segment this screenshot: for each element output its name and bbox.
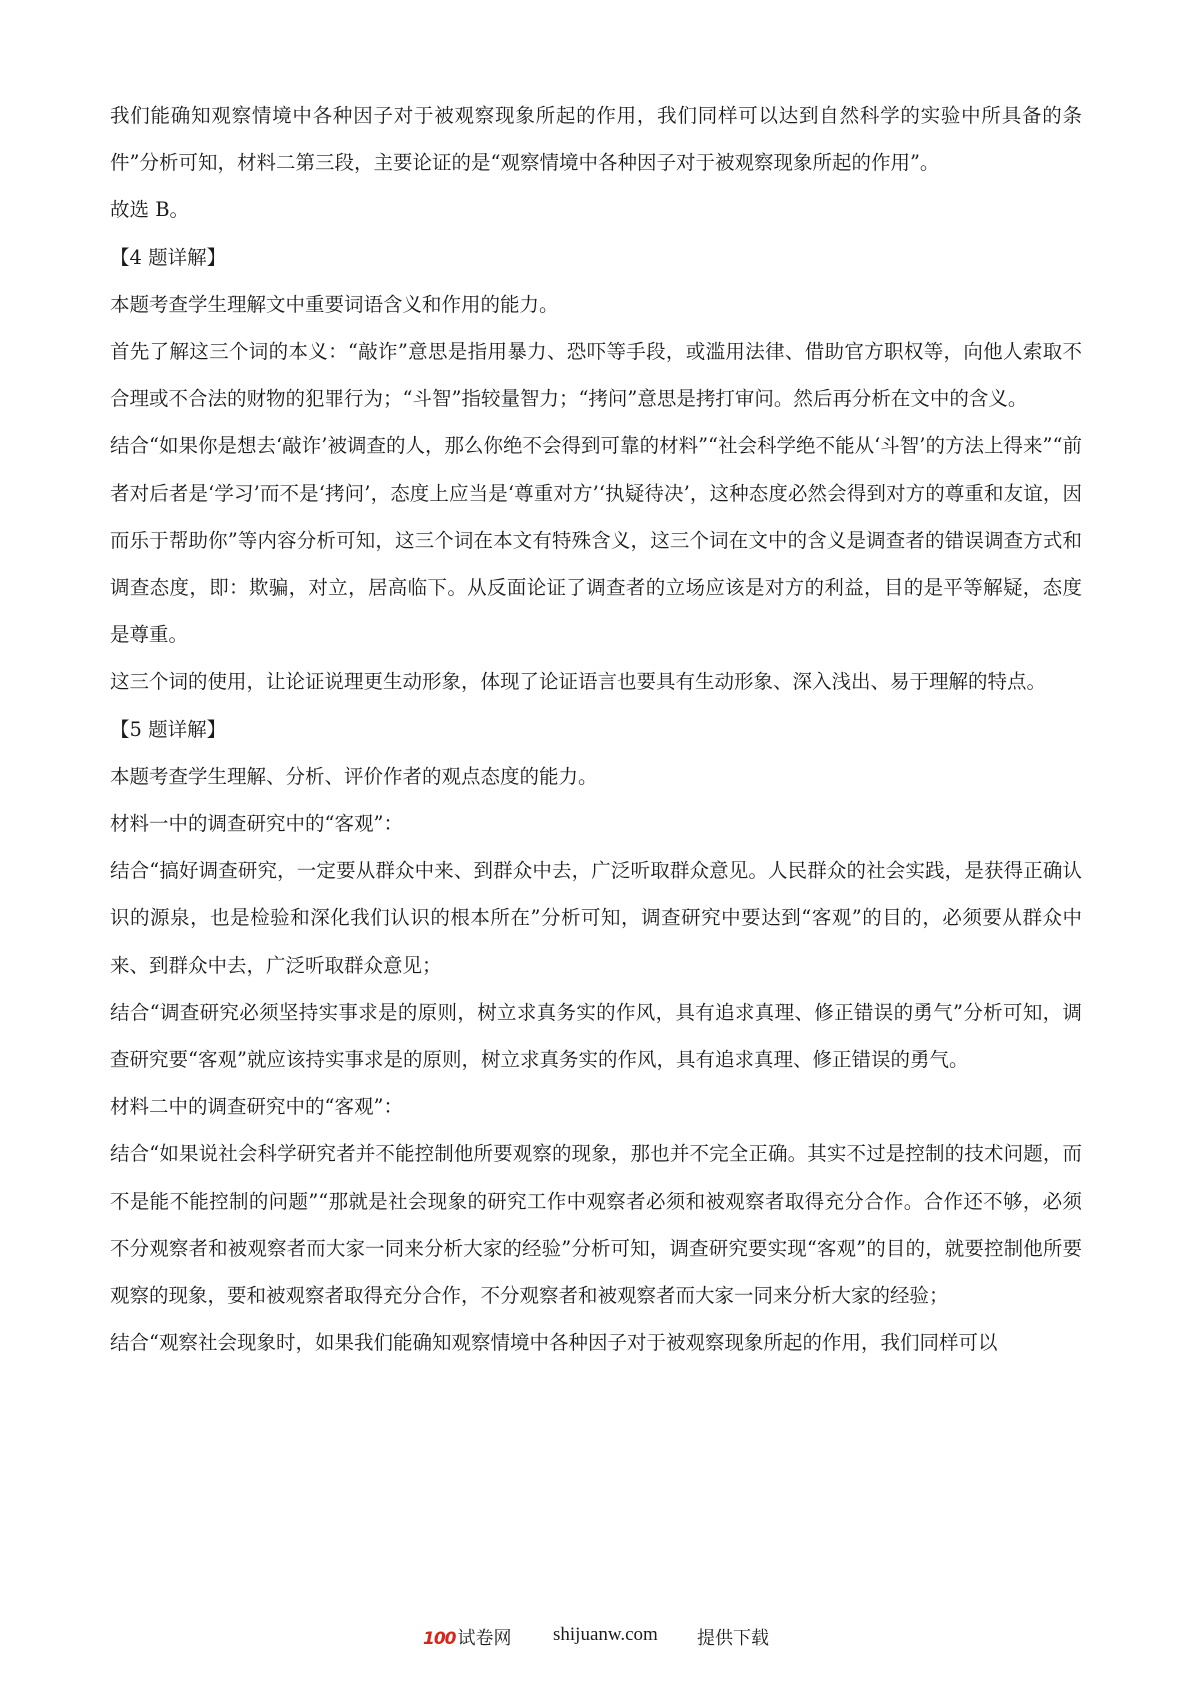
provide-download-text: 提供下载	[697, 1628, 769, 1649]
section-heading: 【4 题详解】	[110, 245, 227, 269]
logo-text: 试卷网	[457, 1628, 512, 1649]
document-body	[110, 92, 1082, 1366]
page-footer	[0, 1618, 1191, 1658]
paragraph: 结合“观察社会现象时，如果我们能确知观察情境中各种因子对于被观察现象所起的作用，我们同样可以	[110, 1331, 998, 1355]
paragraph: 结合“如果说社会科学研究者并不能控制他所要观察的现象，那也并不完全正确。其实不过是控制的技术问题，而不是能不能控制的问题”“那就是社会现象的研究工作中观察者必须和被观察者取得充分合作。合作还不够，必须不分观察者和被观察者而大家一同来分析大家的经验”分析可知，调查研究要实现“客观”的目的，就要控制他所要观察的现象，要和被观察者取得充分合作，不分观察者和被观察者而大家一同来分析大家的经验；	[110, 1142, 1082, 1308]
site-logo[interactable]	[423, 1624, 512, 1650]
site-url-link[interactable]: shijuanw.com	[553, 1624, 658, 1645]
paragraph: 材料一中的调查研究中的“客观”：	[110, 812, 403, 836]
paragraph: 结合“搞好调查研究，一定要从群众中来、到群众中去，广泛听取群众意见。人民群众的社会实践，是获得正确认识的源泉，也是检验和深化我们认识的根本所在”分析可知，调查研究中要达到“客观”的目的，必须要从群众中来、到群众中去，广泛听取群众意见；	[110, 859, 1082, 977]
paragraph: 本题考查学生理解、分析、评价作者的观点态度的能力。	[110, 764, 598, 788]
paragraph: 首先了解这三个词的本义：“敲诈”意思是指用暴力、恐吓等手段，或滥用法律、借助官方职权等，向他人索取不合理或不合法的财物的犯罪行为；“斗智”指较量智力；“拷问”意思是拷打审问。然后再分析在文中的含义。	[110, 340, 1082, 411]
logo-mark: 100	[423, 1629, 456, 1649]
paragraph: 材料二中的调查研究中的“客观”：	[110, 1095, 403, 1119]
paragraph: 结合“调查研究必须坚持实事求是的原则，树立求真务实的作风，具有追求真理、修正错误的勇气”分析可知，调查研究要“客观”就应该持实事求是的原则，树立求真务实的作风，具有追求真理、修正错误的勇气。	[110, 1000, 1082, 1072]
paragraph: 故选 B。	[110, 198, 190, 222]
paragraph: 这三个词的使用，让论证说理更生动形象，体现了论证语言也要具有生动形象、深入浅出、易于理解的特点。	[110, 670, 1047, 694]
section-heading: 【5 题详解】	[110, 717, 227, 741]
paragraph: 结合“如果你是想去‘敲诈’被调查的人，那么你绝不会得到可靠的材料”“社会科学绝不能从‘斗智’的方法上得来”“前者对后者是‘学习’而不是‘拷问’，态度上应当是‘尊重对方’‘执疑待决’，这种态度必然会得到对方的尊重和友谊，因而乐于帮助你”等内容分析可知，这三个词在本文有特殊含义，这三个词在文中的含义是调查者的错误调查方式和调查态度，即：欺骗，对立，居高临下。从反面论证了调查者的立场应该是对方的利益，目的是平等解疑，态度是尊重。	[110, 434, 1082, 647]
paragraph: 本题考查学生理解文中重要词语含义和作用的能力。	[110, 292, 559, 316]
paragraph: 我们能确知观察情境中各种因子对于被观察现象所起的作用，我们同样可以达到自然科学的实验中所具备的条件”分析可知，材料二第三段，主要论证的是“观察情境中各种因子对于被观察现象所起的作用”。	[110, 104, 1082, 175]
